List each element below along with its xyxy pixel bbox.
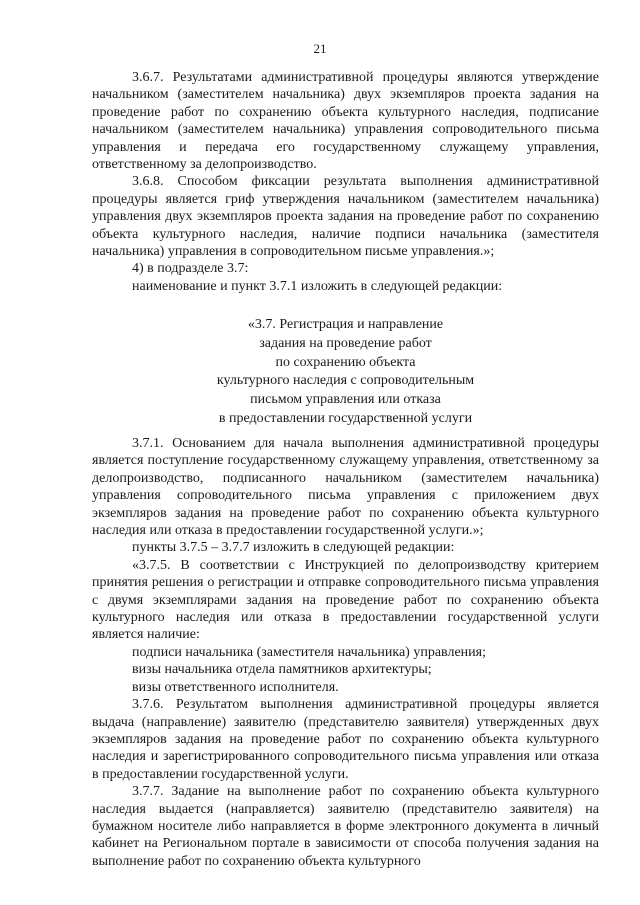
section-heading-3-7 xyxy=(92,316,599,429)
paragraph-3-7-1: 3.7.1. Основанием для начала выполнения административной процедуры является поступление государственному служащему управления, ответственному за делопроизводство, подписанного начальником (заместителем начальника) управления сопроводительного письма управления с приложением двух экземпляров задания на проведение работ по сохранению объекта культурного наследия или отказа в предоставлении государственной услуги.»; xyxy=(92,436,599,539)
heading-line: письмом управления или отказа xyxy=(250,392,441,408)
paragraph-amend-3-7-5: пункты 3.7.5 – 3.7.7 изложить в следующей редакции: xyxy=(132,540,455,556)
paragraph-amend-3-7-1: наименование и пункт 3.7.1 изложить в следующей редакции: xyxy=(132,278,503,294)
list-item: визы ответственного исполнителя. xyxy=(132,679,339,695)
heading-line: по сохранению объекта xyxy=(275,354,416,370)
paragraph-3-6-7: 3.6.7. Результатами административной процедуры являются утверждение начальником (заместителем начальника) двух экземпляров проекта задания на проведение работ по сохранению объекта культурного наследия, подписание начальником (заместителем начальника) управления сопроводительного письма управления и передача его государственному служащему управления, ответственному за делопроизводство. xyxy=(92,70,599,173)
heading-line: культурного наследия с сопроводительным xyxy=(216,373,475,389)
page-number: 21 xyxy=(313,41,327,56)
heading-line: в предоставлении государственной услуги xyxy=(218,410,473,426)
heading-line: задания на проведение работ xyxy=(259,335,432,351)
paragraph-3-7-6: 3.7.6. Результатом выполнения административной процедуры является выдача (направление) заявителю (представителю заявителя) утвержденных двух экземпляров задания на проведение работ по сохранению объекта культурного наследия и зарегистрированного сопроводительного письма управления или отказа в предоставлении государственной услуги. xyxy=(92,697,599,782)
section-3-6-text xyxy=(92,69,599,295)
heading-line: «3.7. Регистрация и направление xyxy=(247,317,444,332)
list-item: подписи начальника (заместителя начальника) управления; xyxy=(132,644,486,660)
paragraph-3-7-7: 3.7.7. Задание на выполнение работ по сохранению объекта культурного наследия выдается (направляется) заявителю (представителю заявителя) на бумажном носителе либо направляется в форме электронного документа в личный кабинет на Региональном портале в зависимости от способа получения задания на выполнение работ по сохранению объекта культурного xyxy=(92,784,599,869)
paragraph-item-4: 4) в подразделе 3.7: xyxy=(132,261,249,277)
list-item: визы начальника отдела памятников архитектуры; xyxy=(132,662,432,678)
paragraph-3-7-5: «3.7.5. В соответствии с Инструкцией по делопроизводству критерием принятия решения о регистрации и отправке сопроводительного письма управления с двумя экземплярами задания на проведение работ по сохранению объекта культурного наследия или отказа в предоставлении государственной услуги является наличие: xyxy=(92,557,599,643)
section-3-7-text xyxy=(92,435,599,870)
paragraph-3-6-8: 3.6.8. Способом фиксации результата выполнения административной процедуры является гриф утверждения начальником (заместителем начальника) управления двух экземпляров проекта задания на проведение работ по сохранению объекта культурного наследия, наличие подписи начальника (заместителя начальника) управления в сопроводительном письме управления.»; xyxy=(92,174,599,260)
